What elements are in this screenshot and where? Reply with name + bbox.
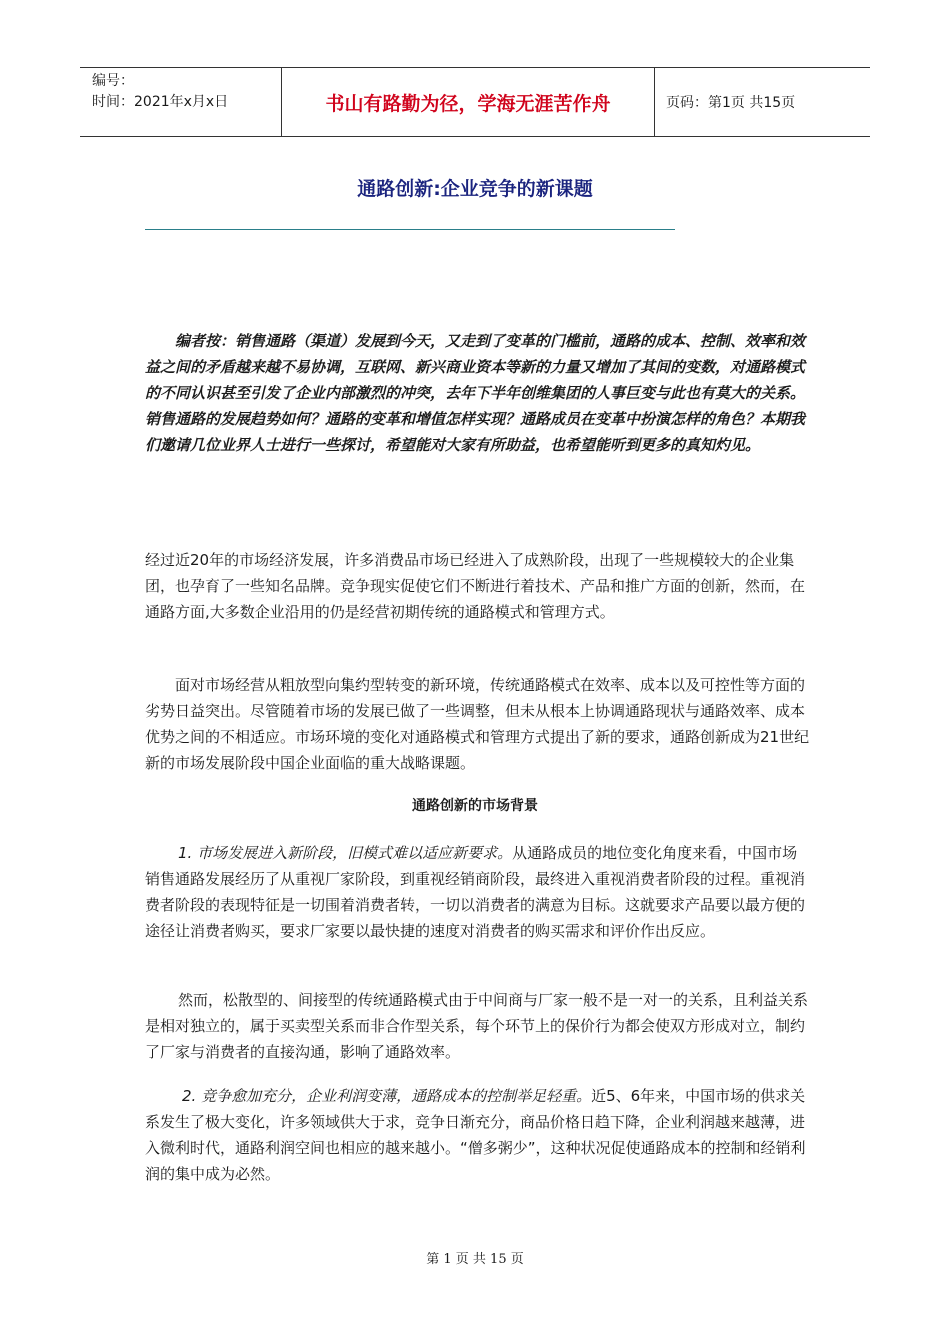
document-title: 通路创新:企业竞争的新课题 (357, 178, 593, 200)
time-label: 时间：2021年x月x日 (92, 94, 229, 110)
header-meta (80, 68, 282, 136)
page-footer: 第 1 页 共 15 页 (426, 1252, 524, 1267)
editor-note: 编者按：销售通路（渠道）发展到今天，又走到了变革的门槛前，通路的成本、控制、效率和效益之间的矛盾越来越不易协调，互联网、新兴商业资本等新的力量又增加了其间的变数，对通路模式的不同认识甚至引发了企业内部激烈的冲突，去年下半年创维集团的人事巨变与此也有莫大的关系。销售通路的发展趋势如何？通路的变革和增值怎样实现？通路成员在变革中扮演怎样的角色？本期我们邀请几位业界人士进行一些探讨，希望能对大家有所助益，也希望能听到更多的真知灼见。 (145, 332, 806, 454)
paragraph-3: 然而，松散型的、间接型的传统通路模式由于中间商与厂家一般不是一对一的关系，且利益关系是相对独立的，属于买卖型关系而非合作型关系，每个环节上的保价行为都会使双方形成对立，制约了厂家与消费者的直接沟通，影响了通路效率。 (145, 991, 809, 1061)
point-1-lead: 1. 市场发展进入新阶段，旧模式难以适应新要求。 (178, 844, 513, 862)
point-2-body: 近5、6年来，中国市场的供求关系发生了极大变化，许多领域供大于求，竞争日渐充分，商品价格日趋下降，企业利润越来越薄，进入微利时代，通路利润空间也相应的越来越小。“僧多粥少”，这种状况促使通路成本的控制和经销利润的集中成为必然。 (145, 1087, 806, 1183)
page-header (80, 67, 870, 137)
paragraph-point-1 (145, 840, 810, 944)
point-1-body: 从通路成员的地位变化角度来看，中国市场销售通路发展经历了从重视厂家阶段，到重视经销商阶段，最终进入重视消费者阶段的过程。重视消费者阶段的表现特征是一切围着消费者转，一切以消费者的满意为目标。这就要求产品要以最方便的途径让消费者购买，要求厂家要以最快捷的速度对消费者的购买需求和评价作出反应。 (145, 844, 806, 940)
paragraph-2: 面对市场经营从粗放型向集约型转变的新环境，传统通路模式在效率、成本以及可控性等方面的劣势日益突出。尽管随着市场的发展已做了一些调整，但未从根本上协调通路现状与通路效率、成本优势之间的不相适应。市场环境的变化对通路模式和管理方式提出了新的要求，通路创新成为21世纪新的市场发展阶段中国企业面临的重大战略课题。 (145, 676, 810, 772)
title-divider (145, 229, 675, 230)
section-title: 通路创新的市场背景 (412, 798, 538, 814)
paragraph-1: 经过近20年的市场经济发展，许多消费品市场已经进入了成熟阶段，出现了一些规模较大的企业集团，也孕育了一些知名品牌。竞争现实促使它们不断进行着技术、产品和推广方面的创新，然而，在通路方面,大多数企业沿用的仍是经营初期传统的通路模式和管理方式。 (145, 551, 806, 621)
header-motto: 书山有路勤为径，学海无涯苦作舟 (282, 68, 655, 136)
paragraph-point-2 (145, 1083, 810, 1187)
number-label: 编号： (92, 73, 134, 89)
point-2-lead: 2. 竞争愈加充分，企业利润变薄，通路成本的控制举足轻重。 (182, 1087, 592, 1105)
header-page-info: 页码：第1页 共15页 (666, 95, 796, 111)
